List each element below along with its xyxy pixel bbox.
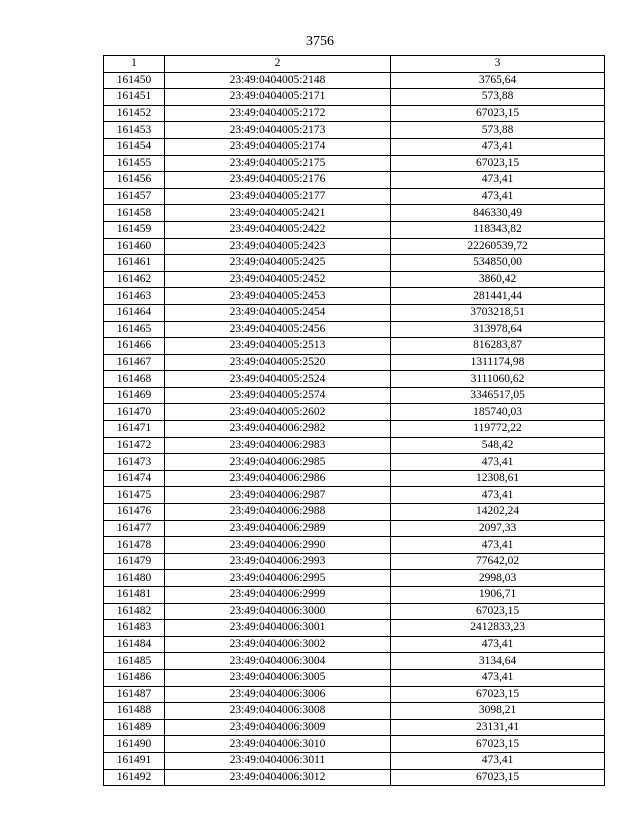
row-number-cell: 161475: [104, 487, 165, 504]
row-number-cell: 161482: [104, 603, 165, 620]
cadastral-number-cell: 23:49:0404006:3011: [165, 752, 391, 769]
cadastral-number-cell: 23:49:0404005:2574: [165, 387, 391, 404]
value-cell: 67023,15: [391, 603, 605, 620]
cadastral-number-cell: 23:49:0404005:2175: [165, 155, 391, 172]
cadastral-number-cell: 23:49:0404006:2999: [165, 587, 391, 604]
cadastral-number-cell: 23:49:0404006:2983: [165, 437, 391, 454]
value-cell: 2998,03: [391, 570, 605, 587]
value-cell: 534850,00: [391, 255, 605, 272]
value-cell: 473,41: [391, 636, 605, 653]
cadastral-number-cell: 23:49:0404005:2177: [165, 188, 391, 205]
cadastral-number-cell: 23:49:0404006:3012: [165, 769, 391, 786]
value-cell: 23131,41: [391, 719, 605, 736]
table-row: [104, 238, 605, 255]
table-row: [104, 454, 605, 471]
cadastral-number-cell: 23:49:0404005:2173: [165, 122, 391, 139]
row-number-cell: 161480: [104, 570, 165, 587]
value-cell: 548,42: [391, 437, 605, 454]
cadastral-number-cell: 23:49:0404006:3002: [165, 636, 391, 653]
table-row: [104, 437, 605, 454]
row-number-cell: 161452: [104, 105, 165, 122]
cadastral-number-cell: 23:49:0404006:3001: [165, 620, 391, 637]
row-number-cell: 161455: [104, 155, 165, 172]
row-number-cell: 161450: [104, 72, 165, 89]
row-number-cell: 161472: [104, 437, 165, 454]
cadastral-number-cell: 23:49:0404005:2524: [165, 371, 391, 388]
value-cell: 3860,42: [391, 271, 605, 288]
value-cell: 67023,15: [391, 155, 605, 172]
row-number-cell: 161463: [104, 288, 165, 305]
row-number-cell: 161453: [104, 122, 165, 139]
cadastral-number-cell: 23:49:0404006:2985: [165, 454, 391, 471]
table-row: [104, 271, 605, 288]
table-row: [104, 520, 605, 537]
table-row: [104, 304, 605, 321]
cadastral-number-cell: 23:49:0404005:2174: [165, 138, 391, 155]
data-table: [103, 55, 605, 786]
row-number-cell: 161462: [104, 271, 165, 288]
row-number-cell: 161492: [104, 769, 165, 786]
row-number-cell: 161470: [104, 404, 165, 421]
table-row: [104, 72, 605, 89]
cadastral-number-cell: 23:49:0404006:3005: [165, 669, 391, 686]
cadastral-number-cell: 23:49:0404005:2422: [165, 221, 391, 238]
value-cell: 14202,24: [391, 504, 605, 521]
table-row: [104, 686, 605, 703]
value-cell: 473,41: [391, 454, 605, 471]
value-cell: 573,88: [391, 122, 605, 139]
value-cell: 473,41: [391, 138, 605, 155]
table-row: [104, 703, 605, 720]
row-number-cell: 161487: [104, 686, 165, 703]
cadastral-number-cell: 23:49:0404005:2454: [165, 304, 391, 321]
table-row: [104, 553, 605, 570]
row-number-cell: 161474: [104, 470, 165, 487]
row-number-cell: 161477: [104, 520, 165, 537]
row-number-cell: 161469: [104, 387, 165, 404]
row-number-cell: 161483: [104, 620, 165, 637]
table-row: [104, 587, 605, 604]
value-cell: 67023,15: [391, 686, 605, 703]
table-row: [104, 636, 605, 653]
value-cell: 67023,15: [391, 769, 605, 786]
row-number-cell: 161451: [104, 89, 165, 106]
value-cell: 473,41: [391, 188, 605, 205]
row-number-cell: 161479: [104, 553, 165, 570]
value-cell: 573,88: [391, 89, 605, 106]
cadastral-number-cell: 23:49:0404006:3004: [165, 653, 391, 670]
value-cell: 2097,33: [391, 520, 605, 537]
row-number-cell: 161460: [104, 238, 165, 255]
row-number-cell: 161491: [104, 752, 165, 769]
table-row: [104, 570, 605, 587]
value-cell: 67023,15: [391, 736, 605, 753]
value-cell: 12308,61: [391, 470, 605, 487]
cadastral-number-cell: 23:49:0404006:2990: [165, 537, 391, 554]
cadastral-number-cell: 23:49:0404006:2988: [165, 504, 391, 521]
table-row: [104, 205, 605, 222]
value-cell: 473,41: [391, 752, 605, 769]
cadastral-number-cell: 23:49:0404006:2987: [165, 487, 391, 504]
cadastral-number-cell: 23:49:0404005:2425: [165, 255, 391, 272]
cadastral-number-cell: 23:49:0404006:2995: [165, 570, 391, 587]
page-number: 3756: [306, 34, 334, 49]
table-row: [104, 155, 605, 172]
table-row: [104, 653, 605, 670]
table-row: [104, 188, 605, 205]
cadastral-number-cell: 23:49:0404006:3008: [165, 703, 391, 720]
row-number-cell: 161489: [104, 719, 165, 736]
row-number-cell: 161466: [104, 338, 165, 355]
value-cell: 3703218,51: [391, 304, 605, 321]
value-cell: 67023,15: [391, 105, 605, 122]
table-row: [104, 736, 605, 753]
row-number-cell: 161490: [104, 736, 165, 753]
cadastral-number-cell: 23:49:0404006:3006: [165, 686, 391, 703]
cadastral-number-cell: 23:49:0404006:3009: [165, 719, 391, 736]
cadastral-number-cell: 23:49:0404005:2171: [165, 89, 391, 106]
row-number-cell: 161473: [104, 454, 165, 471]
table-row: [104, 620, 605, 637]
row-number-cell: 161456: [104, 172, 165, 189]
cadastral-number-cell: 23:49:0404006:3010: [165, 736, 391, 753]
cadastral-number-cell: 23:49:0404005:2513: [165, 338, 391, 355]
cadastral-number-cell: 23:49:0404005:2602: [165, 404, 391, 421]
value-cell: 313978,64: [391, 321, 605, 338]
value-cell: 3111060,62: [391, 371, 605, 388]
row-number-cell: 161461: [104, 255, 165, 272]
table-row: [104, 487, 605, 504]
cadastral-number-cell: 23:49:0404005:2148: [165, 72, 391, 89]
table-row: [104, 354, 605, 371]
table-row: [104, 504, 605, 521]
table-row: [104, 288, 605, 305]
cadastral-number-cell: 23:49:0404006:2986: [165, 470, 391, 487]
row-number-cell: 161484: [104, 636, 165, 653]
value-cell: 816283,87: [391, 338, 605, 355]
column-header-3: 3: [391, 56, 605, 73]
value-cell: 473,41: [391, 487, 605, 504]
cadastral-number-cell: 23:49:0404005:2423: [165, 238, 391, 255]
value-cell: 3134,64: [391, 653, 605, 670]
table-row: [104, 338, 605, 355]
table-row: [104, 404, 605, 421]
value-cell: 1906,71: [391, 587, 605, 604]
row-number-cell: 161458: [104, 205, 165, 222]
table-row: [104, 122, 605, 139]
row-number-cell: 161485: [104, 653, 165, 670]
table-row: [104, 752, 605, 769]
table-row: [104, 321, 605, 338]
row-number-cell: 161468: [104, 371, 165, 388]
cadastral-number-cell: 23:49:0404005:2172: [165, 105, 391, 122]
table-row: [104, 470, 605, 487]
value-cell: 281441,44: [391, 288, 605, 305]
table-row: [104, 603, 605, 620]
cadastral-number-cell: 23:49:0404005:2520: [165, 354, 391, 371]
table-body: [104, 72, 605, 786]
row-number-cell: 161481: [104, 587, 165, 604]
value-cell: 1311174,98: [391, 354, 605, 371]
value-cell: 473,41: [391, 537, 605, 554]
table-row: [104, 537, 605, 554]
cadastral-number-cell: 23:49:0404005:2176: [165, 172, 391, 189]
value-cell: 3098,21: [391, 703, 605, 720]
row-number-cell: 161478: [104, 537, 165, 554]
table-row: [104, 387, 605, 404]
cadastral-number-cell: 23:49:0404005:2453: [165, 288, 391, 305]
row-number-cell: 161457: [104, 188, 165, 205]
table-row: [104, 719, 605, 736]
cadastral-number-cell: 23:49:0404006:2982: [165, 421, 391, 438]
table-row: [104, 105, 605, 122]
table-row: [104, 371, 605, 388]
row-number-cell: 161459: [104, 221, 165, 238]
table-row: [104, 669, 605, 686]
row-number-cell: 161464: [104, 304, 165, 321]
cadastral-number-cell: 23:49:0404006:3000: [165, 603, 391, 620]
row-number-cell: 161476: [104, 504, 165, 521]
table-header-row: [104, 56, 605, 73]
value-cell: 473,41: [391, 669, 605, 686]
cadastral-number-cell: 23:49:0404006:2989: [165, 520, 391, 537]
row-number-cell: 161454: [104, 138, 165, 155]
table-row: [104, 172, 605, 189]
row-number-cell: 161486: [104, 669, 165, 686]
table-row: [104, 138, 605, 155]
value-cell: 3346517,05: [391, 387, 605, 404]
value-cell: 22260539,72: [391, 238, 605, 255]
value-cell: 3765,64: [391, 72, 605, 89]
cadastral-number-cell: 23:49:0404005:2456: [165, 321, 391, 338]
table-row: [104, 255, 605, 272]
table-row: [104, 421, 605, 438]
row-number-cell: 161488: [104, 703, 165, 720]
column-header-2: 2: [165, 56, 391, 73]
value-cell: 473,41: [391, 172, 605, 189]
value-cell: 77642,02: [391, 553, 605, 570]
cadastral-number-cell: 23:49:0404006:2993: [165, 553, 391, 570]
table-row: [104, 89, 605, 106]
column-header-1: 1: [104, 56, 165, 73]
value-cell: 846330,49: [391, 205, 605, 222]
row-number-cell: 161467: [104, 354, 165, 371]
table-row: [104, 769, 605, 786]
value-cell: 119772,22: [391, 421, 605, 438]
cadastral-number-cell: 23:49:0404005:2452: [165, 271, 391, 288]
row-number-cell: 161465: [104, 321, 165, 338]
value-cell: 185740,03: [391, 404, 605, 421]
table-row: [104, 221, 605, 238]
row-number-cell: 161471: [104, 421, 165, 438]
value-cell: 118343,82: [391, 221, 605, 238]
cadastral-number-cell: 23:49:0404005:2421: [165, 205, 391, 222]
value-cell: 2412833,23: [391, 620, 605, 637]
